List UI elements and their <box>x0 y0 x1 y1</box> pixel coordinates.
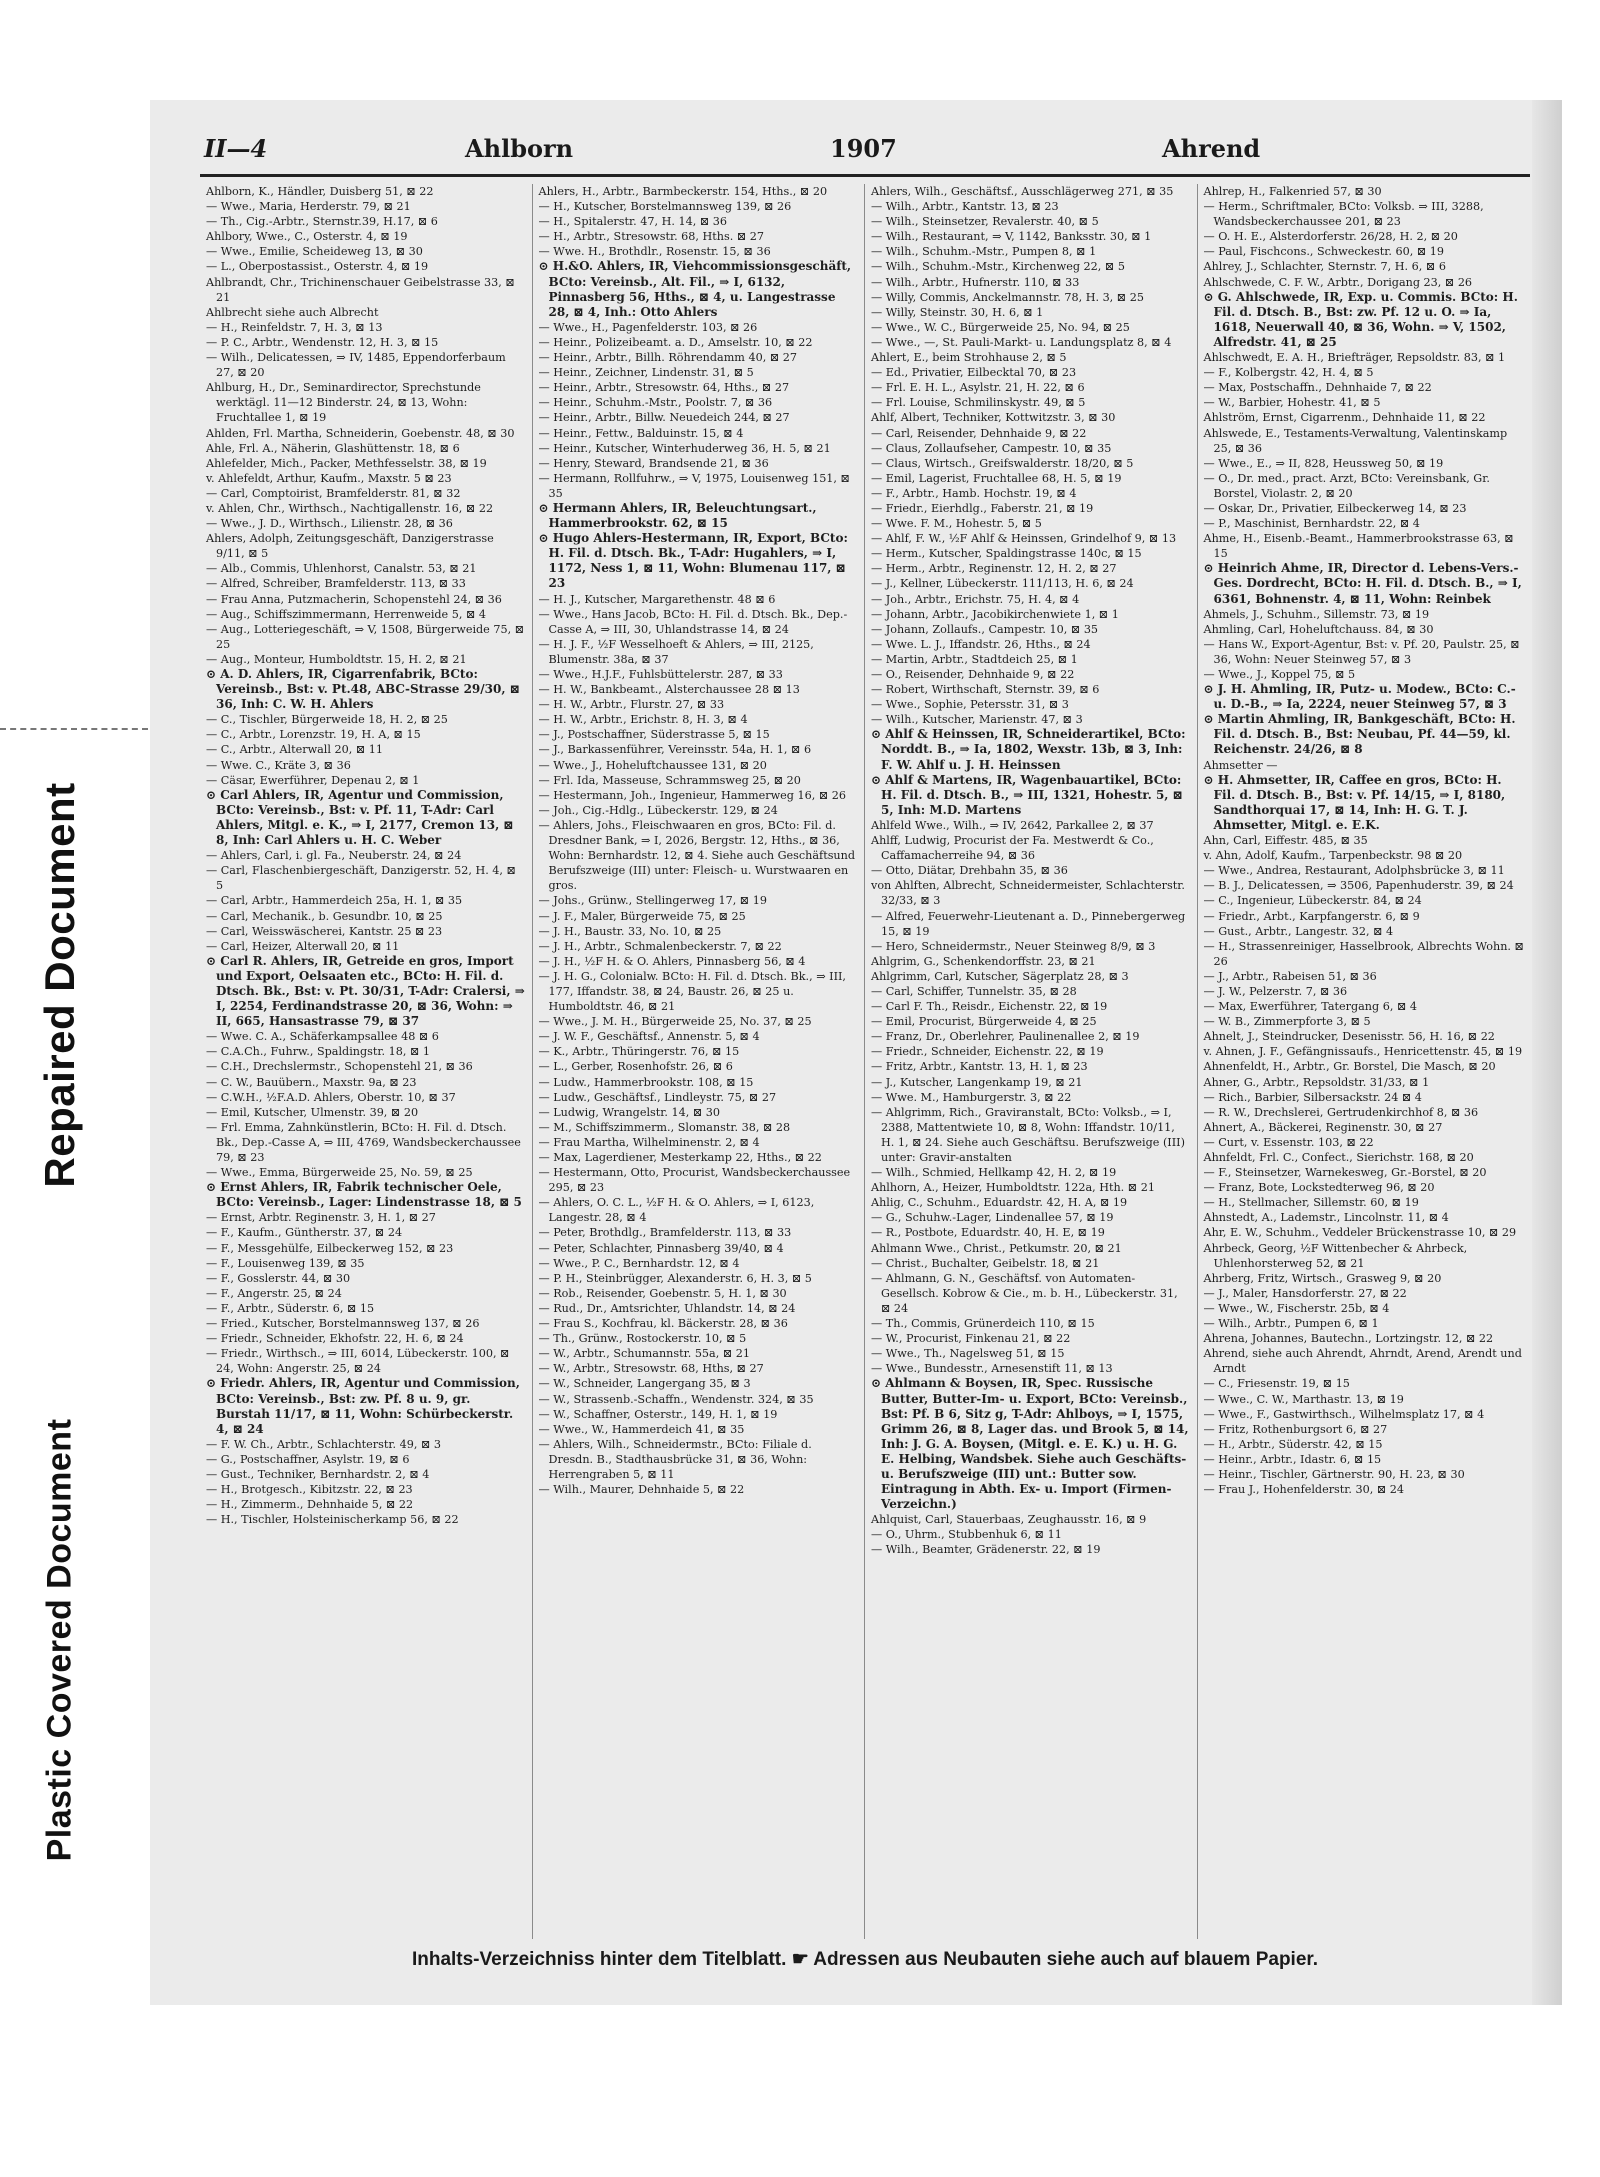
directory-column-4 <box>1198 184 1531 1939</box>
directory-entry: — Wwe. L. J., Iffandstr. 26, Hths., ⊠ 24 <box>871 637 1091 651</box>
directory-entry: ⊙ Heinrich Ahme, IR, Director d. Lebens-Vers.-Ges. Dordrecht, BCto: H. Fil. d. Dtsch. B., ⇒ I, 6361, Bohnenstr. 4, ⊠ 11, Wohn: Reinbek <box>1203 561 1522 606</box>
directory-entry: — Carl, Comptoirist, Bramfelderstr. 81, ⊠ 32 <box>206 486 461 500</box>
directory-entry: — Max, Lagerdiener, Mesterkamp 22, Hths., ⊠ 22 <box>538 1151 822 1164</box>
directory-columns <box>200 184 1530 1939</box>
page-header <box>200 134 1530 177</box>
directory-entry: — C. W., Bauübern., Maxstr. 9a, ⊠ 23 <box>206 1075 417 1089</box>
directory-entry: — Claus, Zollaufseher, Campestr. 10, ⊠ 35 <box>871 441 1112 455</box>
directory-entry: — Carl, Mechanik., b. Gesundbr. 10, ⊠ 25 <box>206 909 443 923</box>
directory-entry: — Carl, Heizer, Alterwall 20, ⊠ 11 <box>206 939 400 953</box>
directory-entry: ⊙ Hugo Ahlers-Hestermann, IR, Export, BCto: H. Fil. d. Dtsch. Bk., T-Adr: Hugahlers, ⇒ I, 1172, Ness 1, ⊠ 11, Wohn: Blumenau 117, ⊠ 23 <box>538 531 848 591</box>
directory-entry: — Ludwig, Wrangelstr. 14, ⊠ 30 <box>538 1105 721 1119</box>
directory-entry: — Oskar, Dr., Privatier, Eilbeckerweg 14, ⊠ 23 <box>1203 501 1467 515</box>
directory-entry: — Wwe., Bundesstr., Arnesenstift 11, ⊠ 13 <box>871 1362 1113 1376</box>
directory-column-2 <box>533 184 866 1939</box>
directory-entry: — Alfred, Schreiber, Bramfelderstr. 113, ⊠ 33 <box>206 577 466 591</box>
directory-entry: — Wwe., —, St. Pauli-Markt- u. Landungsplatz 8, ⊠ 4 <box>871 335 1172 349</box>
directory-entry: — Th., Cig.-Arbtr., Sternstr.39, H.17, ⊠ 6 <box>206 215 438 229</box>
directory-entry: — Ludw., Geschäftsf., Lindleystr. 75, ⊠ 27 <box>538 1090 777 1104</box>
directory-entry: — Fritz, Arbtr., Kantstr. 13, H. 1, ⊠ 23 <box>871 1060 1088 1074</box>
directory-entry: — Emil, Procurist, Bürgerweide 4, ⊠ 25 <box>871 1015 1097 1029</box>
directory-entry: — Ludw., Hammerbrookstr. 108, ⊠ 15 <box>538 1075 754 1089</box>
directory-entry: — C., Friesenstr. 19, ⊠ 15 <box>1203 1377 1350 1391</box>
directory-entry: Ahlswede, E., Testaments-Verwaltung, Valentinskamp 25, ⊠ 36 <box>1203 426 1508 455</box>
directory-entry: — Ahlers, O. C. L., ½F H. & O. Ahlers, ⇒ I, 6123, Langestr. 28, ⊠ 4 <box>538 1196 815 1225</box>
directory-entry: Ahlbrecht siehe auch Albrecht <box>206 305 379 319</box>
directory-entry: — Ahlmann, G. N., Geschäftsf. von Automaten-Gesellsch. Kobrow & Cie., m. b. H., Lübeckerstr. 31, ⊠ 24 <box>871 1271 1178 1315</box>
directory-entry: — Friedr., Schneider, Eichenstr. 22, ⊠ 19 <box>871 1045 1104 1059</box>
directory-entry: — P. H., Steinbrügger, Alexanderstr. 6, H. 3, ⊠ 5 <box>538 1271 812 1285</box>
directory-entry: — Wilh., Schuhm.-Mstr., Kirchenweg 22, ⊠ 5 <box>871 260 1125 274</box>
directory-entry: — Heinr., Schuhm.-Mstr., Poolstr. 7, ⊠ 36 <box>538 396 773 410</box>
directory-entry: Ahlfeld Wwe., Wilh., ⇒ IV, 2642, Parkallee 2, ⊠ 37 <box>871 818 1154 832</box>
directory-entry: ⊙ Carl Ahlers, IR, Agentur und Commission, BCto: Vereinsb., Bst: v. Pf. 11, T-Adr: Carl Ahlers, Mitgl. e. K., ⇒ I, 2177, Cremon 13, ⊠ 8, Inh: Carl Ahlers u. H. C. Weber <box>206 787 514 848</box>
directory-entry: Ahlborn, K., Händler, Duisberg 51, ⊠ 22 <box>206 185 434 198</box>
directory-entry: von Ahlften, Albrecht, Schneidermeister, Schlachterstr. 32/33, ⊠ 3 <box>871 879 1185 908</box>
directory-entry: Ahlquist, Carl, Stauerbaas, Zeughausstr. 16, ⊠ 9 <box>871 1513 1147 1527</box>
directory-entry: — Wwe. M., Hamburgerstr. 3, ⊠ 22 <box>871 1090 1072 1104</box>
directory-entry: — Wwe., Emilie, Scheideweg 13, ⊠ 30 <box>206 245 423 259</box>
directory-entry: ⊙ Ernst Ahlers, IR, Fabrik technischer Oele, BCto: Vereinsb., Lager: Lindenstrasse 18, ⊠ 5 <box>206 1180 522 1210</box>
directory-entry: — Ahlers, Carl, i. gl. Fa., Neuberstr. 24, ⊠ 24 <box>206 849 462 863</box>
directory-entry: — Max, Ewerführer, Tatergang 6, ⊠ 4 <box>1203 1000 1418 1014</box>
directory-entry: — Th., Grünw., Rostockerstr. 10, ⊠ 5 <box>538 1332 747 1346</box>
directory-entry: — G., Postschaffner, Asylstr. 19, ⊠ 6 <box>206 1452 410 1466</box>
directory-entry: ⊙ Ahlf & Heinssen, IR, Schneiderartikel, BCto: Norddt. B., ⇒ Ia, 1802, Wexstr. 13b, ⊠ 3, Inh: F. W. Ahlf u. J. H. Heinssen <box>871 727 1186 772</box>
directory-entry: — Aug., Schiffszimmermann, Herrenweide 5, ⊠ 4 <box>206 607 487 621</box>
directory-entry: — Heinr., Tischler, Gärtnerstr. 90, H. 23, ⊠ 30 <box>1203 1467 1465 1481</box>
directory-entry: — Hermann, Rollfuhrw., ⇒ V, 1975, Louisenweg 151, ⊠ 35 <box>538 471 850 500</box>
directory-entry: — Gust., Arbtr., Langestr. 32, ⊠ 4 <box>1203 924 1394 938</box>
directory-entry: — Friedr., Schneider, Ekhofstr. 22, H. 6, ⊠ 24 <box>206 1332 464 1346</box>
directory-entry: Ahlbory, Wwe., C., Osterstr. 4, ⊠ 19 <box>206 230 408 244</box>
directory-entry: — G., Schuhw.-Lager, Lindenallee 57, ⊠ 19 <box>871 1211 1114 1225</box>
directory-entry: — C.H., Drechslermstr., Schopenstehl 21, ⊠ 36 <box>206 1060 473 1074</box>
directory-entry: — Heinr., Polizeibeamt. a. D., Amselstr. 10, ⊠ 22 <box>538 335 813 349</box>
cut-line <box>0 728 148 730</box>
directory-entry: — Frau S., Kochfrau, kl. Bäckerstr. 28, ⊠ 36 <box>538 1317 788 1331</box>
directory-entry: — J., Maler, Hansdorferstr. 27, ⊠ 22 <box>1203 1286 1407 1300</box>
directory-entry: — Frau Martha, Wilhelminenstr. 2, ⊠ 4 <box>538 1135 760 1149</box>
directory-entry: — Friedr., Wirthsch., ⇒ III, 6014, Lübeckerstr. 100, ⊠ 24, Wohn: Angerstr. 25, ⊠ 24 <box>206 1347 510 1376</box>
directory-entry: — W., Barbier, Hohestr. 41, ⊠ 5 <box>1203 396 1381 410</box>
directory-entry: — Frau Anna, Putzmacherin, Schopenstehl 24, ⊠ 36 <box>206 592 502 606</box>
directory-entry: — W., Schaffner, Osterstr., 149, H. 1, ⊠ 19 <box>538 1407 778 1421</box>
directory-entry: Ahlhorn, A., Heizer, Humboldtstr. 122a, Hth. ⊠ 21 <box>871 1181 1155 1195</box>
directory-entry: — Wwe. C. A., Schäferkampsallee 48 ⊠ 6 <box>206 1030 439 1044</box>
directory-entry: ⊙ H.&O. Ahlers, IR, Viehcommissionsgeschäft, BCto: Vereinsb., Alt. Fil., ⇒ I, 6132, Pinnasberg 56, Hths., ⊠ 4, u. Langestrasse 28, ⊠ 4, Inh.: Otto Ahlers <box>538 259 852 319</box>
directory-entry: — Wwe., Maria, Herderstr. 79, ⊠ 21 <box>206 200 411 214</box>
directory-entry: — Heinr., Fettw., Balduinstr. 15, ⊠ 4 <box>538 426 744 440</box>
directory-entry: Ahlers, Adolph, Zeitungsgeschäft, Danzigerstrasse 9/11, ⊠ 5 <box>206 532 494 561</box>
directory-entry: — Carl, Arbtr., Hammerdeich 25a, H. 1, ⊠ 35 <box>206 894 463 908</box>
directory-entry: — Th., Commis, Grünerdeich 110, ⊠ 15 <box>871 1317 1095 1331</box>
directory-entry: — M., Schiffszimmerm., Slomanstr. 38, ⊠ 28 <box>538 1120 791 1134</box>
directory-entry: — C., Arbtr., Alterwall 20, ⊠ 11 <box>206 743 384 757</box>
directory-entry: — Wilh., Kutscher, Marienstr. 47, ⊠ 3 <box>871 713 1083 727</box>
directory-entry: — J., Barkassenführer, Vereinsstr. 54a, H. 1, ⊠ 6 <box>538 743 812 757</box>
directory-entry: — H., Kutscher, Borstelmannsweg 139, ⊠ 26 <box>538 200 792 214</box>
directory-entry: ⊙ G. Ahlschwede, IR, Exp. u. Commis. BCto: H. Fil. d. Dtsch. B., Bst: zw. Pf. 12 u. O. ⇒ Ia, 1618, Neuerwall 40, ⊠ 36, Wohn. ⇒ V, 1502, Alfredstr. 41, ⊠ 25 <box>1203 289 1518 349</box>
directory-entry: Ahlden, Frl. Martha, Schneiderin, Goebenstr. 48, ⊠ 30 <box>206 426 515 440</box>
directory-entry: — H. W., Arbtr., Flurstr. 27, ⊠ 33 <box>538 698 725 712</box>
directory-entry: — Wwe., W., Hammerdeich 41, ⊠ 35 <box>538 1422 745 1436</box>
directory-entry: — Willy, Steinstr. 30, H. 6, ⊠ 1 <box>871 305 1044 319</box>
directory-entry: — Paul, Fischcons., Schweckestr. 60, ⊠ 19 <box>1203 245 1444 259</box>
directory-entry: Ahlmann Wwe., Christ., Petkumstr. 20, ⊠ 21 <box>871 1241 1122 1255</box>
directory-entry: Ahle, Frl. A., Näherin, Glashüttenstr. 18, ⊠ 6 <box>206 441 460 455</box>
directory-entry: — Christ., Buchalter, Geibelstr. 18, ⊠ 21 <box>871 1256 1100 1270</box>
directory-entry: — Max, Postschaffn., Dehnhaide 7, ⊠ 22 <box>1203 381 1432 395</box>
directory-entry: — Rud., Dr., Amtsrichter, Uhlandstr. 14, ⊠ 24 <box>538 1301 796 1315</box>
directory-entry: ⊙ Carl R. Ahlers, IR, Getreide en gros, Import und Export, Oelsaaten etc., BCto: H. Fil. d. Dtsch. Bk., Bst: v. Pt. 30/31, T-Adr: Cralersi, ⇒ I, 2254, Ferdinandstrasse 20, ⊠ 36, Wohn: ⇒ II, 665, Hansastrasse 79, ⊠ 37 <box>206 953 525 1029</box>
directory-entry: — J., Kutscher, Langenkamp 19, ⊠ 21 <box>871 1075 1083 1089</box>
directory-entry: Ahnelt, J., Steindrucker, Desenisstr. 56, H. 16, ⊠ 22 <box>1203 1030 1495 1044</box>
directory-entry: — Wilh., Schuhm.-Mstr., Pumpen 8, ⊠ 1 <box>871 245 1097 259</box>
directory-entry: — Ed., Privatier, Eilbecktal 70, ⊠ 23 <box>871 366 1077 380</box>
directory-entry: — Wwe., Andrea, Restaurant, Adolphsbrücke 3, ⊠ 11 <box>1203 864 1505 878</box>
directory-entry: — Fritz, Rothenburgsort 6, ⊠ 27 <box>1203 1422 1388 1436</box>
directory-entry: Ahme, H., Eisenb.-Beamt., Hammerbrookstrasse 63, ⊠ 15 <box>1203 532 1514 561</box>
directory-entry: Ahnfeldt, Frl. C., Confect., Sierichstr. 168, ⊠ 20 <box>1203 1151 1474 1164</box>
directory-entry: — Wwe., J. D., Wirthsch., Lilienstr. 28, ⊠ 36 <box>206 517 453 531</box>
directory-entry: — Wwe., F., Gastwirthsch., Wilhelmsplatz 17, ⊠ 4 <box>1203 1407 1485 1421</box>
directory-entry: — Wilh., Schmied, Hellkamp 42, H. 2, ⊠ 19 <box>871 1166 1117 1180</box>
directory-entry: — H. W., Bankbeamt., Alsterchaussee 28 ⊠ 13 <box>538 683 800 697</box>
directory-entry: Ahmsetter — <box>1203 758 1278 772</box>
directory-entry: — Wilh., Arbtr., Kantstr. 13, ⊠ 23 <box>871 200 1059 214</box>
directory-entry: Ahmels, J., Schuhm., Sillemstr. 73, ⊠ 19 <box>1203 607 1430 621</box>
directory-entry: — C., Arbtr., Lorenzstr. 19, H. A, ⊠ 15 <box>206 728 421 742</box>
directory-entry: — C., Ingenieur, Lübeckerstr. 84, ⊠ 24 <box>1203 894 1422 908</box>
directory-entry: — Wwe., J., Koppel 75, ⊠ 5 <box>1203 668 1356 681</box>
directory-entry: — Rob., Reisender, Goebenstr. 5, H. 1, ⊠ 30 <box>538 1286 787 1300</box>
directory-entry: Ahlschwedt, E. A. H., Briefträger, Repsoldstr. 83, ⊠ 1 <box>1203 351 1506 365</box>
directory-entry: Ahlert, E., beim Strohhause 2, ⊠ 5 <box>871 351 1067 365</box>
directory-entry: — Friedr., Arbt., Karpfangerstr. 6, ⊠ 9 <box>1203 909 1420 923</box>
directory-entry: — Ahlgrimm, Rich., Graviranstalt, BCto: Volksb., ⇒ I, 2388, Mattentwiete 10, ⊠ 8, Wohn: Iffandstr. 10/11, H. 1, ⊠ 24. Siehe auch Geschäftsu. Berufszweige (III) unter: Gravir-anstalten <box>871 1105 1185 1164</box>
directory-entry: Ahlff, Ludwig, Procurist der Fa. Mestwerdt & Co., Caffamacherreihe 94, ⊠ 36 <box>871 834 1154 863</box>
directory-entry: — F. W. Ch., Arbtr., Schlachterstr. 49, ⊠ 3 <box>206 1437 442 1451</box>
directory-entry: — H., Spitalerstr. 47, H. 14, ⊠ 36 <box>538 215 727 229</box>
directory-entry: — Frl. E. H. L., Asylstr. 21, H. 22, ⊠ 6 <box>871 381 1085 395</box>
directory-entry: — Wilh., Delicatessen, ⇒ IV, 1485, Eppendorferbaum 27, ⊠ 20 <box>206 351 506 380</box>
directory-entry: — Herm., Kutscher, Spaldingstrasse 140c, ⊠ 15 <box>871 547 1142 561</box>
directory-entry: — Heinr., Arbtr., Billw. Neuedeich 244, ⊠ 27 <box>538 411 790 425</box>
directory-entry: — Wwe., Th., Nagelsweg 51, ⊠ 15 <box>871 1347 1065 1361</box>
directory-entry: — Wilh., Steinsetzer, Revalerstr. 40, ⊠ 5 <box>871 215 1099 229</box>
repaired-document-text: Repaired Document <box>36 782 83 1188</box>
directory-entry: — Alfred, Feuerwehr-Lieutenant a. D., Pinnebergerweg 15, ⊠ 19 <box>871 909 1186 938</box>
directory-entry: — Wilh., Restaurant, ⇒ V, 1142, Banksstr. 30, ⊠ 1 <box>871 230 1152 244</box>
directory-entry: — L., Oberpostassist., Osterstr. 4, ⊠ 19 <box>206 260 429 274</box>
directory-entry: Ahlrey, J., Schlachter, Sternstr. 7, H. 6, ⊠ 6 <box>1203 260 1446 274</box>
directory-entry: — J., Postschaffner, Süderstrasse 5, ⊠ 15 <box>538 728 770 742</box>
directory-entry: — Wwe., P. C., Bernhardstr. 12, ⊠ 4 <box>538 1256 740 1270</box>
directory-entry: — Wwe., J. M. H., Bürgerweide 25, No. 37, ⊠ 25 <box>538 1015 812 1029</box>
directory-entry: — Wwe. C., Kräte 3, ⊠ 36 <box>206 758 351 772</box>
directory-entry: — Johs., Grünw., Stellingerweg 17, ⊠ 19 <box>538 894 767 908</box>
directory-entry: — Wilh., Maurer, Dehnhaide 5, ⊠ 22 <box>538 1483 745 1497</box>
directory-entry: — Emil, Kutscher, Ulmenstr. 39, ⊠ 20 <box>206 1105 419 1119</box>
directory-entry: — J., Kellner, Lübeckerstr. 111/113, H. 6, ⊠ 24 <box>871 577 1134 591</box>
directory-entry: — Wwe. H., Brothdlr., Rosenstr. 15, ⊠ 36 <box>538 245 771 259</box>
directory-entry: — Willy, Commis, Anckelmannstr. 78, H. 3, ⊠ 25 <box>871 290 1144 304</box>
directory-entry: v. Ahlen, Chr., Wirthsch., Nachtigallenstr. 16, ⊠ 22 <box>206 501 494 515</box>
directory-entry: — J. H., Arbtr., Schmalenbeckerstr. 7, ⊠ 22 <box>538 939 782 953</box>
directory-entry: Ahnenfeldt, H., Arbtr., Gr. Borstel, Die Masch, ⊠ 20 <box>1203 1060 1496 1074</box>
directory-entry: Ahlig, C., Schuhm., Eduardstr. 42, H. A, ⊠ 19 <box>871 1196 1128 1210</box>
directory-entry: — O., Uhrm., Stubbenhuk 6, ⊠ 11 <box>871 1528 1062 1542</box>
directory-entry: — Carl, Reisender, Dehnhaide 9, ⊠ 22 <box>871 426 1087 440</box>
directory-entry: Ahner, G., Arbtr., Repsoldstr. 31/33, ⊠ 1 <box>1203 1075 1430 1089</box>
directory-entry: — Wwe. F. M., Hohestr. 5, ⊠ 5 <box>871 517 1042 531</box>
directory-entry: — Robert, Wirthschaft, Sternstr. 39, ⊠ 6 <box>871 683 1100 697</box>
directory-entry: — H. J. F., ½F Wesselhoeft & Ahlers, ⇒ III, 2125, Blumenstr. 38a, ⊠ 37 <box>538 637 814 666</box>
directory-entry: — Ahlf, F. W., ½F Ahlf & Heinssen, Grindelhof 9, ⊠ 13 <box>871 532 1177 546</box>
directory-entry: — Frl. Louise, Schmilinskystr. 49, ⊠ 5 <box>871 396 1086 410</box>
directory-entry: — Heinr., Arbtr., Stresowstr. 64, Hths., ⊠ 27 <box>538 381 790 395</box>
directory-entry: — H., Tischler, Holsteinischerkamp 56, ⊠ 22 <box>206 1513 459 1527</box>
directory-entry: — Curt, v. Essenstr. 103, ⊠ 22 <box>1203 1135 1374 1149</box>
directory-entry: — F., Kolbergstr. 42, H. 4, ⊠ 5 <box>1203 366 1374 380</box>
directory-entry: — Henry, Steward, Brandsende 21, ⊠ 36 <box>538 456 769 470</box>
directory-entry: — Carl F. Th., Reisdr., Eichenstr. 22, ⊠ 19 <box>871 1000 1108 1014</box>
directory-entry: — F., Angerstr. 25, ⊠ 24 <box>206 1286 342 1300</box>
header-first-name: Ahlborn <box>465 134 574 163</box>
directory-entry: — Wwe., E., ⇒ II, 828, Heussweg 50, ⊠ 19 <box>1203 456 1444 470</box>
directory-entry: — Aug., Lotteriegeschäft, ⇒ V, 1508, Bürgerweide 75, ⊠ 25 <box>206 622 525 651</box>
directory-entry: — Ernst, Arbtr. Reginenstr. 3, H. 1, ⊠ 27 <box>206 1211 436 1225</box>
plastic-covered-text: Plastic Covered Document <box>40 1418 79 1862</box>
directory-entry: ⊙ Ahlf & Martens, IR, Wagenbauartikel, BCto: H. Fil. d. Dtsch. B., ⇒ III, 1321, Hohestr. 5, ⊠ 5, Inh: M.D. Martens <box>871 772 1183 817</box>
directory-entry: — Herm., Arbtr., Reginenstr. 12, H. 2, ⊠ 27 <box>871 562 1117 576</box>
directory-entry: Ahrbeck, Georg, ½F Wittenbecher & Ahrbeck, Uhlenhorsterweg 52, ⊠ 21 <box>1203 1241 1468 1270</box>
directory-entry: — Hero, Schneidermstr., Neuer Steinweg 8/9, ⊠ 3 <box>871 939 1156 953</box>
directory-entry: — Johann, Arbtr., Jacobikirchenwiete 1, ⊠ 1 <box>871 607 1119 621</box>
directory-entry: — Cäsar, Ewerführer, Depenau 2, ⊠ 1 <box>206 773 420 787</box>
directory-entry: — Frau J., Hohenfelderstr. 30, ⊠ 24 <box>1203 1483 1405 1497</box>
directory-entry: Ahlefelder, Mich., Packer, Methfesselstr. 38, ⊠ 19 <box>206 456 487 470</box>
directory-entry: — Frl. Ida, Masseuse, Schrammsweg 25, ⊠ 20 <box>538 773 801 787</box>
directory-entry: — H., Zimmerm., Dehnhaide 5, ⊠ 22 <box>206 1498 414 1512</box>
directory-entry: Ahn, Carl, Eiffestr. 485, ⊠ 35 <box>1203 834 1368 848</box>
directory-entry: — H., Stellmacher, Sillemstr. 60, ⊠ 19 <box>1203 1196 1419 1210</box>
directory-entry: — Wwe., W. C., Bürgerweide 25, No. 94, ⊠ 25 <box>871 320 1130 334</box>
directory-entry: — Wwe., Emma, Bürgerweide 25, No. 59, ⊠ 25 <box>206 1166 473 1180</box>
directory-entry: — F., Arbtr., Süderstr. 6, ⊠ 15 <box>206 1301 375 1315</box>
directory-entry: Ahrend, siehe auch Ahrendt, Ahrndt, Arend, Arendt und Arndt <box>1203 1347 1522 1376</box>
directory-column-3 <box>865 184 1198 1939</box>
directory-entry: — O., Reisender, Dehnhaide 9, ⊠ 22 <box>871 668 1075 681</box>
directory-entry: — Martin, Arbtr., Stadtdeich 25, ⊠ 1 <box>871 652 1078 666</box>
directory-entry: ⊙ Martin Ahmling, IR, Bankgeschäft, BCto: H. Fil. d. Dtsch. B., Bst: Neubau, Pf. 44—59, kl. Reichenstr. 24/26, ⊠ 8 <box>1203 712 1516 757</box>
directory-entry: — H., Strassenreiniger, Hasselbrook, Albrechts Wohn. ⊠ 26 <box>1203 939 1524 968</box>
directory-entry: — Heinr., Arbtr., Idastr. 6, ⊠ 15 <box>1203 1452 1382 1466</box>
directory-entry: ⊙ A. D. Ahlers, IR, Cigarrenfabrik, BCto: Vereinsb., Bst: v. Pt.48, ABC-Strasse 29/30, ⊠ 36, Inh: C. W. H. Ahlers <box>206 667 520 712</box>
directory-entry: — Wwe., W., Fischerstr. 25b, ⊠ 4 <box>1203 1301 1390 1315</box>
directory-entry: — R. W., Drechslerei, Gertrudenkirchhof 8, ⊠ 36 <box>1203 1105 1479 1119</box>
page-edge-shadow <box>1532 100 1562 2005</box>
directory-entry: Ahrena, Johannes, Bautechn., Lortzingstr. 12, ⊠ 22 <box>1203 1332 1494 1346</box>
directory-entry: — Wilh., Arbtr., Pumpen 6, ⊠ 1 <box>1203 1317 1379 1331</box>
directory-entry: — J. W., Pelzerstr. 7, ⊠ 36 <box>1203 984 1348 998</box>
directory-entry: v. Ahn, Adolf, Kaufm., Tarpenbeckstr. 98 ⊠ 20 <box>1203 849 1463 863</box>
directory-entry: Ahrberg, Fritz, Wirtsch., Grasweg 9, ⊠ 20 <box>1203 1271 1442 1285</box>
directory-entry: — J. H. G., Colonialw. BCto: H. Fil. d. Dtsch. Bk., ⇒ III, 177, Iffandstr. 38, ⊠ 24, Baustr. 26, ⊠ 25 u. Humboldtstr. 46, ⊠ 21 <box>538 969 846 1014</box>
header-last-name: Ahrend <box>1162 134 1261 163</box>
directory-entry: — O. H. E., Alsterdorferstr. 26/28, H. 2, ⊠ 20 <box>1203 230 1458 244</box>
directory-entry: — F., Arbtr., Hamb. Hochstr. 19, ⊠ 4 <box>871 486 1077 500</box>
header-year: 1907 <box>830 134 897 163</box>
directory-entry: — Hestermann, Otto, Procurist, Wandsbeckerchaussee 295, ⊠ 23 <box>538 1166 851 1195</box>
directory-entry: Ahr, E. W., Schuhm., Veddeler Brückenstrasse 10, ⊠ 29 <box>1203 1226 1517 1240</box>
directory-entry: — Wilh., Arbtr., Hufnerstr. 110, ⊠ 33 <box>871 275 1080 289</box>
directory-entry: — Carl, Flaschenbiergeschäft, Danzigerstr. 52, H. 4, ⊠ 5 <box>206 864 516 893</box>
directory-entry: — J. H., Baustr. 33, No. 10, ⊠ 25 <box>538 924 722 938</box>
scanned-page <box>150 100 1562 2005</box>
directory-entry: — Gust., Techniker, Bernhardstr. 2, ⊠ 4 <box>206 1467 430 1481</box>
directory-entry: — Rich., Barbier, Silbersackstr. 24 ⊠ 4 <box>1203 1090 1422 1104</box>
directory-entry: — C.A.Ch., Fuhrw., Spaldingstr. 18, ⊠ 1 <box>206 1045 431 1059</box>
directory-entry: — Frl. Emma, Zahnkünstlerin, BCto: H. Fil. d. Dtsch. Bk., Dep.-Casse A, ⇒ III, 4769, Wandsbeckerchaussee 79, ⊠ 23 <box>206 1120 521 1164</box>
directory-entry: — O., Dr. med., pract. Arzt, BCto: Vereinsbank, Gr. Borstel, Violastr. 2, ⊠ 20 <box>1203 471 1490 500</box>
directory-entry: — Franz, Dr., Oberlehrer, Paulinenallee 2, ⊠ 19 <box>871 1030 1140 1044</box>
directory-entry: — P. C., Arbtr., Wendenstr. 12, H. 3, ⊠ 15 <box>206 335 439 349</box>
directory-entry: Ahnert, A., Bäckerei, Reginenstr. 30, ⊠ 27 <box>1203 1120 1443 1134</box>
directory-entry: — Hestermann, Joh., Ingenieur, Hammerweg 16, ⊠ 26 <box>538 788 847 802</box>
directory-entry: — Emil, Lagerist, Fruchtallee 68, H. 5, ⊠ 19 <box>871 471 1122 485</box>
directory-entry: — Wwe., Sophie, Petersstr. 31, ⊠ 3 <box>871 698 1069 712</box>
directory-entry: — W., Procurist, Finkenau 21, ⊠ 22 <box>871 1332 1071 1346</box>
directory-entry: Ahlers, Wilh., Geschäftsf., Ausschlägerweg 271, ⊠ 35 <box>871 185 1174 198</box>
directory-entry: Ahlström, Ernst, Cigarrenm., Dehnhaide 11, ⊠ 22 <box>1203 411 1486 425</box>
directory-entry: — L., Gerber, Rosenhofstr. 26, ⊠ 6 <box>538 1060 733 1074</box>
directory-column-1 <box>200 184 533 1939</box>
directory-entry: — Friedr., Eierhdlg., Faberstr. 21, ⊠ 19 <box>871 501 1094 515</box>
directory-entry: — Fried., Kutscher, Borstelmannsweg 137, ⊠ 26 <box>206 1317 480 1331</box>
directory-entry: — Wwe., J., Hoheluftchaussee 131, ⊠ 20 <box>538 758 767 772</box>
directory-entry: — Aug., Monteur, Humboldtstr. 15, H. 2, ⊠ 21 <box>206 652 467 666</box>
directory-entry: — H. J., Kutscher, Margarethenstr. 48 ⊠ 6 <box>538 592 776 606</box>
directory-entry: — Heinr., Zeichner, Lindenstr. 31, ⊠ 5 <box>538 366 754 380</box>
page-footer-note: Inhalts-Verzeichniss hinter dem Titelblatt. ☛ Adressen aus Neubauten siehe auch auf blauem Papier. <box>411 1949 1319 1970</box>
directory-entry: — B. J., Delicatessen, ⇒ 3506, Papenhuderstr. 39, ⊠ 24 <box>1203 879 1514 893</box>
directory-entry: — H., Reinfeldstr. 7, H. 3, ⊠ 13 <box>206 320 383 334</box>
directory-entry: Ahlschwede, C. F. W., Arbtr., Dorigang 23, ⊠ 26 <box>1203 275 1473 289</box>
directory-entry: — Ahlers, Johs., Fleischwaaren en gros, BCto: Fil. d. Dresdner Bank, ⇒ I, 2026, Bergstr. 12, Hths., ⊠ 36, Wohn: Bernhardstr. 12, ⊠ 4. Siehe auch Geschäftsund Berufszweige (III) unter: Fleisch- u. Wurstwaaren en gros. <box>538 818 856 893</box>
directory-entry: ⊙ J. H. Ahmling, IR, Putz- u. Modew., BCto: C.- u. D.-B., ⇒ Ia, 2224, neuer Steinweg 57, ⊠ 3 <box>1203 682 1516 712</box>
directory-entry: — R., Postbote, Eduardstr. 40, H. E, ⊠ 19 <box>871 1226 1105 1240</box>
directory-entry: Ahmling, Carl, Hoheluftchauss. 84, ⊠ 30 <box>1203 622 1434 636</box>
directory-entry: — Heinr., Kutscher, Winterhuderweg 36, H. 5, ⊠ 21 <box>538 441 831 455</box>
directory-entry: — J. H., ½F H. & O. Ahlers, Pinnasberg 56, ⊠ 4 <box>538 954 806 968</box>
directory-entry: — Wilh., Beamter, Grädenerstr. 22, ⊠ 19 <box>871 1543 1101 1557</box>
directory-entry: Ahlgrim, G., Schenkendorffstr. 23, ⊠ 21 <box>871 954 1096 968</box>
directory-entry: — Joh., Cig.-Hdlg., Lübeckerstr. 129, ⊠ 24 <box>538 803 778 817</box>
directory-entry: — W., Arbtr., Schumannstr. 55a, ⊠ 21 <box>538 1347 751 1361</box>
directory-entry: — F., Louisenweg 139, ⊠ 35 <box>206 1256 365 1270</box>
directory-entry: Ahlf, Albert, Techniker, Kottwitzstr. 3, ⊠ 30 <box>871 411 1116 425</box>
directory-entry: — Ahlers, Wilh., Schneidermstr., BCto: Filiale d. Dresdn. B., Stadthausbrücke 31, ⊠ 36, Wohn: Herrengraben 5, ⊠ 11 <box>538 1437 812 1481</box>
directory-entry: — J. W. F., Geschäftsf., Annenstr. 5, ⊠ 4 <box>538 1030 760 1044</box>
directory-entry: — Carl, Weisswäscherei, Kantstr. 25 ⊠ 23 <box>206 924 443 938</box>
directory-entry: — F., Gosslerstr. 44, ⊠ 30 <box>206 1271 351 1285</box>
directory-entry: — Alb., Commis, Uhlenhorst, Canalstr. 53, ⊠ 21 <box>206 562 477 576</box>
directory-entry: Ahlgrimm, Carl, Kutscher, Sägerplatz 28, ⊠ 3 <box>871 969 1129 983</box>
directory-entry: — Wwe., Hans Jacob, BCto: H. Fil. d. Dtsch. Bk., Dep.-Casse A, ⇒ III, 30, Uhlandstrasse 14, ⊠ 24 <box>538 607 848 636</box>
directory-entry: — Claus, Wirtsch., Greifswalderstr. 18/20, ⊠ 5 <box>871 456 1134 470</box>
directory-entry: — J., Arbtr., Rabeisen 51, ⊠ 36 <box>1203 969 1377 983</box>
directory-entry: — C.W.H., ½F.A.D. Ahlers, Oberstr. 10, ⊠ 37 <box>206 1090 456 1104</box>
directory-entry: Ahlers, H., Arbtr., Barmbeckerstr. 154, Hths., ⊠ 20 <box>538 185 828 198</box>
directory-entry: Ahlrep, H., Falkenried 57, ⊠ 30 <box>1203 185 1382 198</box>
directory-entry: ⊙ Friedr. Ahlers, IR, Agentur und Commission, BCto: Vereinsb., Bst: zw. Pf. 8 u. 9, gr. Burstah 11/17, ⊠ 11, Wohn: Schürbeckerstr. 4, ⊠ 24 <box>206 1376 520 1436</box>
directory-entry: — J. F., Maler, Bürgerweide 75, ⊠ 25 <box>538 909 746 923</box>
directory-entry: — W., Strassenb.-Schaffn., Wendenstr. 324, ⊠ 35 <box>538 1392 814 1406</box>
directory-entry: ⊙ Ahlmann & Boysen, IR, Spec. Russische Butter, Butter-Im- u. Export, BCto: Vereinsb., Bst: Pf. B 6, Sitz g, T-Adr: Ahlboys, ⇒ I, 1575, Grimm 26, ⊠ 8, Lager das. und Brook 5, ⊠ 14, Inh: J. G. A. Boysen, (Mitgl. e. E. K.) u. H. G. E. Helbing, Wandsbek. Siehe auch Geschäfts- u. Berufszweige (III) unt.: Butter sow. Eintragung in Abth. Ex- u. Import (Firmen-Verzeichn.) <box>871 1376 1189 1512</box>
directory-entry: — Joh., Arbtr., Erichstr. 75, H. 4, ⊠ 4 <box>871 592 1080 606</box>
directory-entry: — P., Maschinist, Bernhardstr. 22, ⊠ 4 <box>1203 517 1420 531</box>
directory-entry: v. Ahlefeldt, Arthur, Kaufm., Maxstr. 5 ⊠ 23 <box>206 471 452 485</box>
page-number: II—4 <box>204 134 268 163</box>
directory-entry: — Wwe., C. W., Marthastr. 13, ⊠ 19 <box>1203 1392 1404 1406</box>
directory-entry: — C., Tischler, Bürgerweide 18, H. 2, ⊠ 25 <box>206 713 448 727</box>
directory-entry: — Wwe., H.J.F., Fuhlsbüttelerstr. 287, ⊠ 33 <box>538 668 783 681</box>
directory-entry: — Carl, Schiffer, Tunnelstr. 35, ⊠ 28 <box>871 984 1077 998</box>
directory-entry: — W. B., Zimmerpforte 3, ⊠ 5 <box>1203 1015 1371 1029</box>
directory-entry: — F., Steinsetzer, Warnekesweg, Gr.-Borstel, ⊠ 20 <box>1203 1166 1487 1180</box>
directory-entry: — Wwe., H., Pagenfelderstr. 103, ⊠ 26 <box>538 320 758 334</box>
directory-entry: ⊙ H. Ahmsetter, IR, Caffee en gros, BCto: H. Fil. d. Dtsch. B., Bst: v. Pf. 14/15, ⇒ I, 8180, Sandthorquai 17, ⊠ 14, Inh: H. G. T. J. Ahmsetter, Mitgl. e. E.K. <box>1203 772 1506 832</box>
directory-entry: — H. W., Arbtr., Erichstr. 8, H. 3, ⊠ 4 <box>538 713 748 727</box>
directory-entry: — Franz, Bote, Lockstedterweg 96, ⊠ 20 <box>1203 1181 1435 1195</box>
directory-entry: Ahlbrandt, Chr., Trichinenschauer Geibelstrasse 33, ⊠ 21 <box>206 275 515 304</box>
directory-entry: — F., Messgehülfe, Eilbeckerweg 152, ⊠ 23 <box>206 1241 454 1255</box>
directory-entry: v. Ahnen, J. F., Gefängnissaufs., Henricettenstr. 45, ⊠ 19 <box>1203 1045 1523 1059</box>
directory-entry: — W., Schneider, Langergang 35, ⊠ 3 <box>538 1377 751 1391</box>
directory-entry: — Peter, Brothdlg., Bramfelderstr. 113, ⊠ 33 <box>538 1226 792 1240</box>
directory-entry: — F., Kaufm., Güntherstr. 37, ⊠ 24 <box>206 1226 403 1240</box>
directory-entry: — W., Arbtr., Stresowstr. 68, Hths, ⊠ 27 <box>538 1362 764 1376</box>
directory-entry: — K., Arbtr., Thüringerstr. 76, ⊠ 15 <box>538 1045 740 1059</box>
directory-entry: — Herm., Schriftmaler, BCto: Volksb. ⇒ III, 3288, Wandsbeckerchaussee 201, ⊠ 23 <box>1203 200 1484 229</box>
directory-entry: — H., Brotgesch., Kibitzstr. 22, ⊠ 23 <box>206 1483 413 1497</box>
directory-entry: Ahnstedt, A., Lademstr., Lincolnstr. 11, ⊠ 4 <box>1203 1211 1449 1225</box>
directory-entry: Ahlburg, H., Dr., Seminardirector, Sprechstunde werktägl. 11—12 Binderstr. 24, ⊠ 13, Wohn: Fruchtallee 1, ⊠ 19 <box>206 381 481 425</box>
directory-entry: — H., Arbtr., Süderstr. 42, ⊠ 15 <box>1203 1437 1383 1451</box>
directory-entry: ⊙ Hermann Ahlers, IR, Beleuchtungsart., Hammerbrookstr. 62, ⊠ 15 <box>538 500 817 531</box>
directory-entry: — H., Arbtr., Stresowstr. 68, Hths. ⊠ 27 <box>538 230 765 244</box>
directory-entry: — Hans W., Export-Agentur, Bst: v. Pf. 20, Paulstr. 25, ⊠ 36, Wohn: Neuer Steinweg 57, ⊠ 3 <box>1203 637 1520 666</box>
directory-entry: — Johann, Zollaufs., Campestr. 10, ⊠ 35 <box>871 622 1099 636</box>
directory-entry: — Peter, Schlachter, Pinnasberg 39/40, ⊠ 4 <box>538 1241 784 1255</box>
directory-entry: — Otto, Diätar, Drehbahn 35, ⊠ 36 <box>871 864 1068 878</box>
directory-entry: — Heinr., Arbtr., Billh. Röhrendamm 40, ⊠ 27 <box>538 351 797 365</box>
